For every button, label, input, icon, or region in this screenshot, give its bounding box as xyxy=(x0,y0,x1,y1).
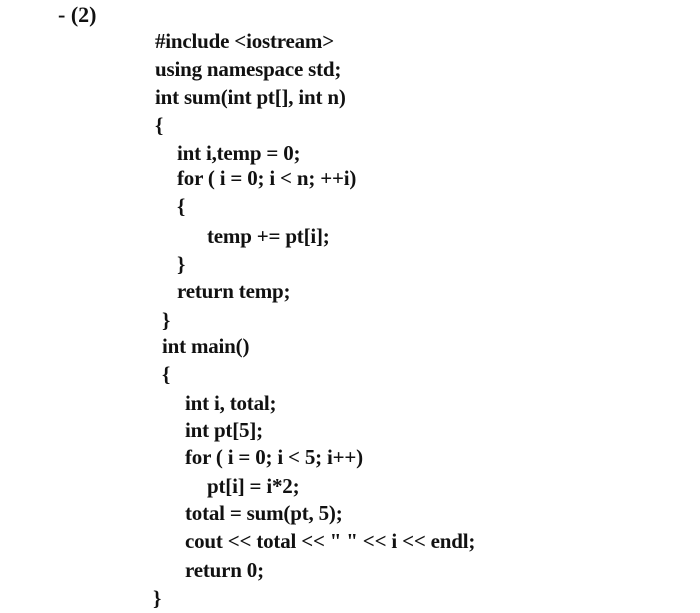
code-line-sum-close-brace: } xyxy=(162,308,171,332)
code-line-cout: cout << total << " " << i << endl; xyxy=(185,529,476,553)
problem-number: - (2) xyxy=(58,2,97,27)
code-line-include: #include <iostream> xyxy=(155,29,334,53)
code-line-main-return: return 0; xyxy=(185,558,264,582)
code-line-for-close-brace: } xyxy=(177,252,186,276)
code-line-sum-return: return temp; xyxy=(177,279,291,303)
code-line-sum-for: for ( i = 0; i < n; ++i) xyxy=(177,166,357,190)
code-line-main-declaration: int i, total; xyxy=(185,391,277,415)
code-line-main-for: for ( i = 0; i < 5; i++) xyxy=(185,445,363,469)
code-line-array-assignment: pt[i] = i*2; xyxy=(207,474,300,498)
code-line-sum-open-brace: { xyxy=(155,113,164,137)
code-line-sum-signature: int sum(int pt[], int n) xyxy=(155,85,346,109)
code-line-for-open-brace: { xyxy=(177,194,186,218)
code-line-sum-declaration: int i,temp = 0; xyxy=(177,141,301,165)
code-line-sum-accumulate: temp += pt[i]; xyxy=(207,224,330,248)
code-line-main-open-brace: { xyxy=(162,362,171,386)
code-line-main-close-brace: } xyxy=(153,586,162,610)
code-line-main-signature: int main() xyxy=(162,334,250,358)
code-line-total-assignment: total = sum(pt, 5); xyxy=(185,501,343,525)
code-line-array-declaration: int pt[5]; xyxy=(185,418,263,442)
code-line-using-namespace: using namespace std; xyxy=(155,57,342,81)
